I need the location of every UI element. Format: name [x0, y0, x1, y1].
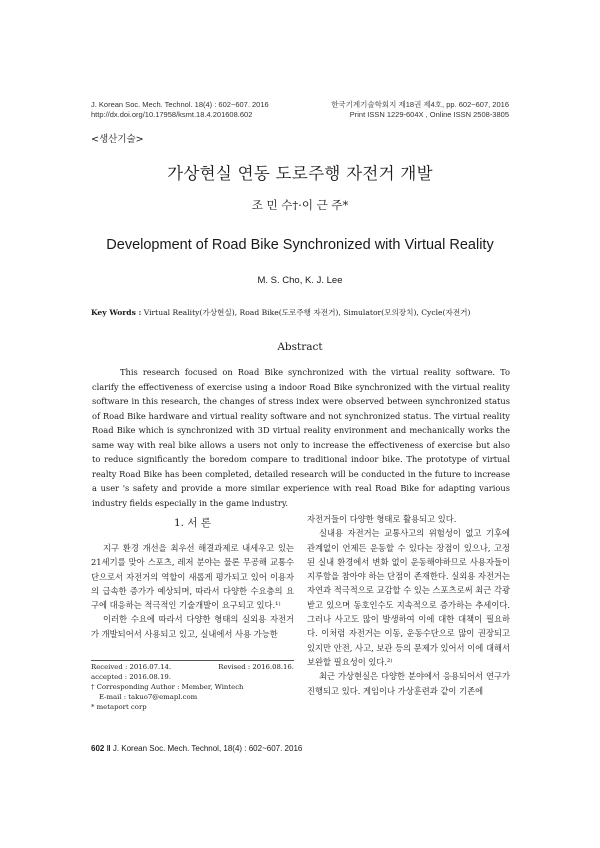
journal-citation: J. Korean Soc. Mech. Technol. 18(4) : 602~607. 2016 — [91, 100, 269, 109]
doi-link[interactable]: http://dx.doi.org/10.17958/ksmt.18.4.201608.602 — [91, 110, 253, 119]
authors-english: M. S. Cho, K. J. Lee — [257, 275, 343, 286]
revised-date: Revised : 2016.08.16. — [218, 663, 294, 671]
page-footer — [91, 744, 302, 753]
paper-title-korean: 가상현실 연동 도로주행 자전거 개발 — [167, 164, 433, 183]
corresponding-author: † Corresponding Author : Member, Wintech — [91, 683, 244, 691]
paper-title-english: Development of Road Bike Synchronized with Virtual Reality — [106, 237, 494, 253]
keywords — [91, 308, 511, 318]
body-paragraph: 지구 환경 개선을 최우선 해결과제로 내세우고 있는 21세기를 맞아 스포츠, 레저 분야는 물론 무공해 교통수단으로서 자전거의 역할이 새롭게 평가되고 있어 이용자의 급속한 증가가 예상되며, 따라서 다양한 수요층의 요구에 대응하는 적극적인 기술개발이 요구되고 있다.¹⁾ — [91, 543, 294, 611]
body-paragraph-continued: 자전거들이 다양한 형태로 활용되고 있다. — [307, 514, 457, 524]
section-heading-introduction: 1. 서 론 — [174, 517, 211, 529]
keywords-label: Key Words : — [91, 308, 142, 317]
affiliation: * metaport corp — [91, 703, 147, 711]
section-tag: <생산기술> — [91, 134, 144, 145]
received-date: Received : 2016.07.14. — [91, 663, 172, 671]
abstract-heading: Abstract — [277, 341, 323, 353]
keywords-text: Virtual Reality(가상현실), Road Bike(도로주행 자전거), Simulator(모의장치), Cycle(자전거) — [143, 308, 471, 317]
accepted-date: accepted : 2016.08.19. — [91, 673, 171, 681]
abstract-body — [92, 365, 510, 510]
running-header-right — [269, 100, 509, 120]
page-number: 602 — [91, 744, 105, 753]
body-paragraph: 실내용 자전거는 교통사고의 위험성이 없고 기후에 관계없이 언제든 운동할 수 있다는 장점이 있으나, 고정된 실내 환경에서 변화 없이 운동해야하므로 사용자들이 지루함을 참아야 하는 단점이 존재한다. 실외용 자전거는 자연과 적극적으로 교감할 수 있는 스포츠로써 최근 각광받고 있으며 동호인수도 지속적으로 증가하는 추세이다. 그러나 사고도 많이 발생하여 이에 대한 대책이 필요하다. 이처럼 자전거는 이동, 운동수단으로 많이 권장되고 있지만 안전, 사고, 보관 등의 문제가 있어서 이에 대해서 보완할 필요성이 있다.²⁾ — [307, 528, 510, 667]
author-email[interactable]: E-mail : takuo7@emapl.com — [99, 693, 198, 701]
body-column-right — [307, 512, 510, 698]
journal-citation-korean: 한국기계기술학회지 제18권 제4호, pp. 602~607, 2016 — [331, 100, 509, 109]
issn-info: Print ISSN 1229-604X , Online ISSN 2508-3805 — [349, 110, 509, 119]
authors-korean: 조 민 수†·이 근 주* — [251, 198, 349, 212]
dates-row — [91, 662, 294, 672]
footer-citation: J. Korean Soc. Mech. Technol, 18(4) : 602~607. 2016 — [112, 744, 303, 753]
footnote-divider — [91, 660, 294, 661]
body-column-left — [91, 541, 294, 641]
body-paragraph: 이러한 수요에 따라서 다양한 형태의 실외용 자전거가 개발되어서 사용되고 있고, 실내에서 사용 가능한 — [91, 614, 294, 639]
body-paragraph: 최근 가상현실은 다양한 분야에서 응용되어서 연구가 진행되고 있다. 게임이나 가상훈련과 같이 기존에 — [307, 671, 510, 696]
footnotes — [91, 662, 294, 712]
footer-separator-icon: ‖ — [106, 744, 111, 753]
abstract-text: This research focused on Road Bike synchronized with the virtual reality software. To clarify the effectiveness of exercise using a indoor Road Bike synchronized with the virtual reality software in this research, the changes of stress index were observed between synchronized status of Road Bike hardware and virtual reality software and not synchronized status. The virtual reality Road Bike which is synchronized with 3D virtual reality environment and mechanically works the same way with real bike allows a users not only to increase the effectiveness of exercise but also to reduce significantly the boredom compare to traditional indoor bike. The prototype of virtual realty Road Bike has been completed, detailed research will be conducted in the future to increase a user 's safety and provide a more similar experience with real Road Bike for adapting various industry fields especially in the game industry. — [92, 367, 510, 508]
